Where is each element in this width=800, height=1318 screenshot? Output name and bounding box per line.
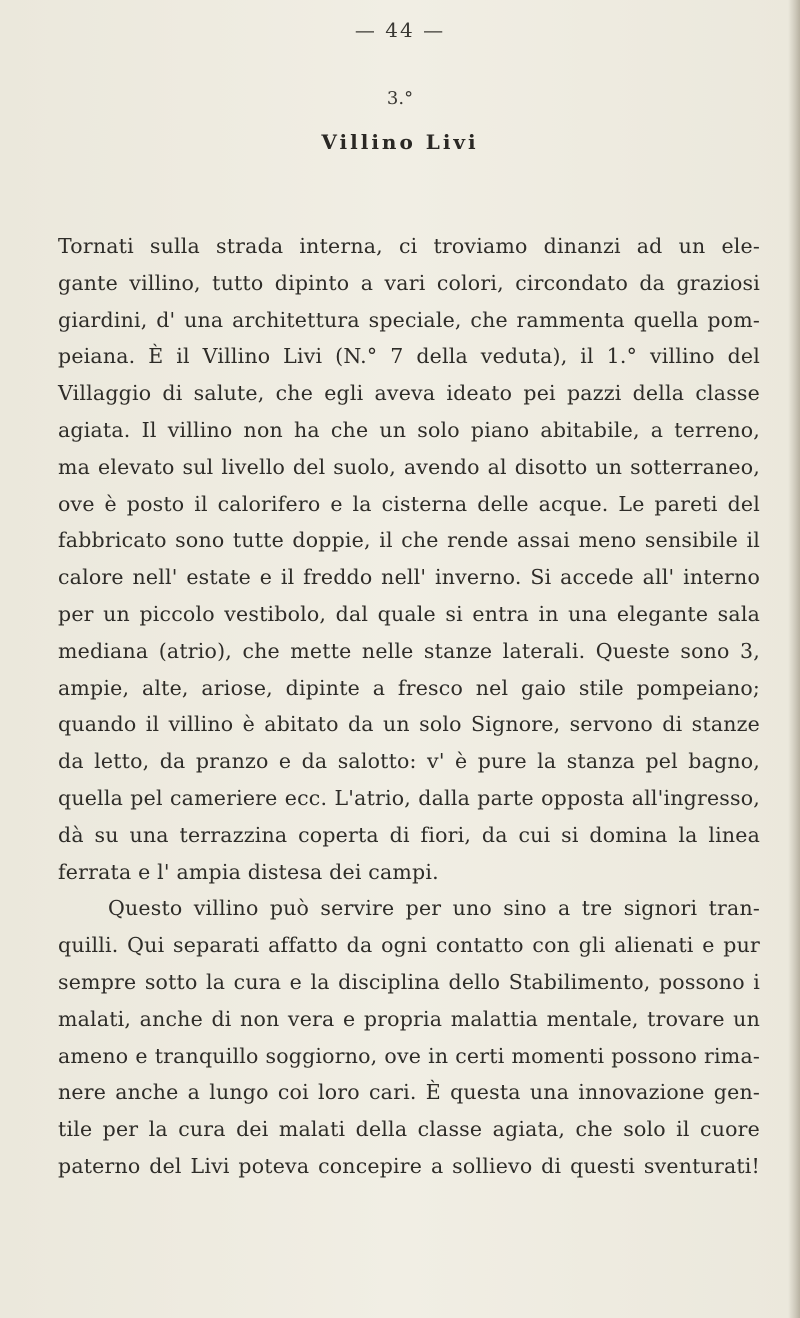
text-line: malati, anche di non vera e propria malattia mentale, trovare un	[58, 1006, 760, 1031]
text-line: paterno del Livi poteva concepire a sollievo di questi sventurati!	[58, 1153, 760, 1178]
text-line: giardini, d' una architettura speciale, che rammenta quella pom-	[58, 307, 760, 332]
body-text	[58, 228, 760, 1185]
text-line: quando il villino è abitato da un solo Signore, servono di stanze	[58, 712, 760, 737]
text-line: ove è posto il calorifero e la cisterna delle acque. Le pareti del	[58, 491, 760, 516]
text-line: dà su una terrazzina coperta di fiori, da cui si domina la linea	[58, 822, 760, 847]
text-line: ma elevato sul livello del suolo, avendo al disotto un sotterraneo,	[58, 454, 760, 479]
text-line: agiata. Il villino non ha che un solo piano abitabile, a terreno,	[58, 417, 760, 442]
page-number: — 44 —	[354, 18, 446, 42]
page-edge-shadow	[788, 0, 800, 1318]
text-line: ferrata e l' ampia distesa dei campi.	[58, 859, 439, 884]
text-line: fabbricato sono tutte doppie, il che rende assai meno sensibile il	[58, 528, 760, 553]
text-line: peiana. È il Villino Livi (N.° 7 della veduta), il 1.° villino del	[58, 344, 760, 369]
text-line: mediana (atrio), che mette nelle stanze laterali. Queste sono 3,	[58, 638, 760, 663]
text-line: tile per la cura dei malati della classe agiata, che solo il cuore	[58, 1117, 760, 1142]
text-line: nere anche a lungo coi loro cari. È questa una innovazione gen-	[58, 1080, 760, 1105]
text-line: per un piccolo vestibolo, dal quale si entra in una elegante sala	[58, 601, 760, 626]
text-line: ampie, alte, ariose, dipinte a fresco nel gaio stile pompeiano;	[58, 675, 760, 700]
section-number: 3.°	[386, 88, 414, 109]
text-line: da letto, da pranzo e da salotto: v' è pure la stanza pel bagno,	[58, 749, 760, 774]
text-line: Tornati sulla strada interna, ci troviamo dinanzi ad un ele-	[58, 234, 760, 258]
text-line: quilli. Qui separati affatto da ogni contatto con gli alienati e pur	[58, 933, 760, 958]
text-line: calore nell' estate e il freddo nell' inverno. Si accede all' interno	[58, 565, 760, 590]
text-line: sempre sotto la cura e la disciplina dello Stabilimento, possono i	[58, 969, 760, 994]
text-line: quella pel cameriere ecc. L'atrio, dalla parte opposta all'ingresso,	[58, 785, 760, 810]
chapter-title: Villino Livi	[321, 130, 479, 154]
text-line: Villaggio di salute, che egli aveva ideato pei pazzi della classe	[58, 381, 760, 406]
text-line: gante villino, tutto dipinto a vari colori, circondato da graziosi	[58, 270, 760, 295]
text-line: Questo villino può servire per uno sino a tre signori tran-	[108, 896, 760, 921]
text-line: ameno e tranquillo soggiorno, ove in certi momenti possono rima-	[58, 1043, 760, 1068]
